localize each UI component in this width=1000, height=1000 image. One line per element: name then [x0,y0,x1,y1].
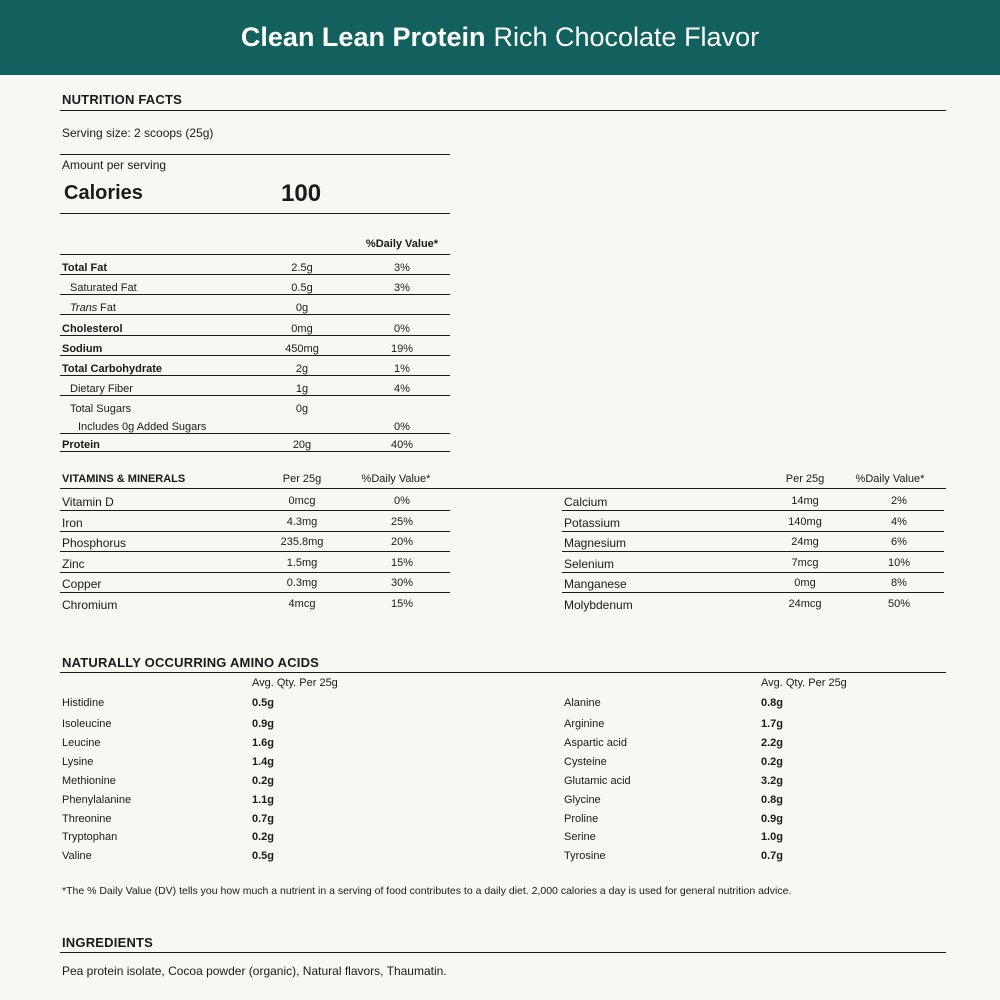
divider [562,510,944,511]
nutrient-name: Protein [62,439,100,451]
amino-acid-row [564,772,864,791]
divider [60,335,450,336]
divider [60,110,946,111]
divider [60,451,450,452]
amino-acid-row [62,847,362,866]
amino-acid-name: Phenylalanine [62,794,132,806]
divider [60,672,946,673]
vitamin-amount: 4.3mg [286,516,318,528]
vitamin-amount: 0mcg [288,495,316,507]
amino-acid-name: Aspartic acid [564,737,627,749]
vitamin-row [62,491,446,511]
amino-acid-value: 2.2g [761,737,784,749]
divider [60,592,450,593]
amino-acid-name: Isoleucine [62,718,112,730]
amino-acid-value: 1.1g [252,794,275,806]
nutrient-amount: 1g [295,383,309,395]
vitamin-name: Manganese [564,577,627,591]
amino-acid-row [564,715,864,734]
vitamin-daily-value: 20% [390,536,414,548]
vitamin-daily-value: 30% [390,577,414,589]
vitamin-name: Copper [62,577,102,591]
amino-acid-name: Alanine [564,697,601,709]
nutrient-name-suffix: Fat [100,302,116,314]
divider [60,395,450,396]
amino-acid-name: Cysteine [564,756,607,768]
nutrient-amount: 0.5g [291,282,313,294]
amino-acid-row [564,734,864,753]
amino-acid-name: Glycine [564,794,601,806]
ingredients-text: Pea protein isolate, Cocoa powder (organic), Natural flavors, Thaumatin. [62,964,447,978]
nutrition-row [62,258,450,278]
divider [60,314,450,315]
nutrient-daily-value: 4% [394,383,410,395]
nutrient-amount: 2g [295,363,309,375]
amino-acid-row [564,791,864,810]
amino-acid-name: Valine [62,850,92,862]
vitamin-row [564,553,948,573]
vitamin-daily-value: 6% [891,536,907,548]
amino-acid-value: 1.6g [252,737,275,749]
amino-acid-value: 0.7g [761,850,784,862]
vitamin-daily-value: 8% [891,577,907,589]
amino-acid-value: 1.7g [761,718,784,730]
nutrition-row [62,339,450,359]
amino-acid-row [62,791,362,810]
nutrient-name: Cholesterol [62,323,123,335]
amino-acid-row [62,715,362,734]
product-name: Clean Lean Protein [240,22,486,52]
amino-acid-row [62,772,362,791]
amino-acid-name: Serine [564,831,596,843]
vitamins-title: VITAMINS & MINERALS [62,473,186,485]
divider [60,952,946,953]
amino-qty-header-right: Avg. Qty. Per 25g [761,677,847,689]
divider [562,592,944,593]
nutrient-daily-value: 0% [394,421,410,433]
nutrient-amount: 0g [295,403,309,415]
nutrient-daily-value: 3% [394,282,410,294]
vitamin-daily-value: 25% [390,516,414,528]
product-header [0,0,1000,75]
amino-acid-row [62,753,362,772]
nutrient-name: Total Fat [62,262,108,274]
nutrient-name: Dietary Fiber [70,383,133,395]
nutrient-name: Includes 0g Added Sugars [78,421,207,433]
vitamin-row [564,532,948,552]
vitamins-dv-header-right: %Daily Value* [855,473,925,485]
calories-label: Calories [64,182,143,204]
divider [60,433,450,434]
amino-acid-value: 0.8g [761,697,784,709]
vitamin-row [62,512,446,532]
amino-acids-title: NATURALLY OCCURRING AMINO ACIDS [62,655,320,670]
nutrient-amount: 0g [295,302,309,314]
vitamin-row [564,594,948,614]
vitamin-name: Phosphorus [62,536,127,550]
vitamins-per-header-left: Per 25g [282,473,322,485]
amino-acid-value: 0.7g [252,813,275,825]
vitamin-name: Iron [62,516,83,530]
vitamin-daily-value: 15% [390,557,414,569]
vitamin-amount: 7mcg [791,557,819,569]
vitamin-row [62,553,446,573]
vitamin-amount: 24mg [791,536,819,548]
amino-acid-value: 0.9g [252,718,275,730]
vitamin-daily-value: 10% [887,557,911,569]
vitamin-amount: 235.8mg [280,536,324,548]
divider [60,154,450,155]
nutrient-name: Saturated Fat [70,282,137,294]
daily-value-footnote: *The % Daily Value (DV) tells you how much a nutrient in a serving of food contributes to a daily diet. 2,000 calories a day is used for general nutrition advice. [62,885,792,897]
serving-size: Serving size: 2 scoops (25g) [62,126,214,140]
vitamin-amount: 1.5mg [286,557,318,569]
amino-acid-row [564,753,864,772]
vitamin-amount: 0.3mg [286,577,318,589]
amino-acid-value: 3.2g [761,775,784,787]
nutrient-amount: 450mg [285,343,319,355]
vitamin-daily-value: 50% [887,598,911,610]
vitamin-row [564,512,948,532]
vitamin-amount: 24mcg [788,598,822,610]
nutrition-row [62,298,450,318]
vitamin-name: Calcium [564,495,608,509]
vitamin-daily-value: 4% [891,516,907,528]
nutrition-row [62,379,450,399]
amino-acid-row [564,810,864,829]
amino-acid-name: Proline [564,813,599,825]
vitamin-row [62,573,446,593]
product-flavor: Rich Chocolate Flavor [493,22,760,52]
vitamin-name: Potassium [564,516,621,530]
amino-acid-name: Leucine [62,737,101,749]
nutrient-daily-value: 3% [394,262,410,274]
divider [60,274,450,275]
vitamin-name: Chromium [62,598,118,612]
ingredients-title: INGREDIENTS [62,935,154,950]
vitamin-name: Magnesium [564,536,627,550]
amino-acid-name: Tyrosine [564,850,606,862]
vitamins-dv-header-left: %Daily Value* [361,473,431,485]
amino-acid-name: Tryptophan [62,831,118,843]
amino-acid-name: Arginine [564,718,605,730]
nutrient-name: Total Sugars [70,403,132,415]
amino-acid-name: Histidine [62,697,105,709]
vitamin-daily-value: 2% [891,495,907,507]
vitamin-amount: 140mg [788,516,822,528]
nutrition-row [62,435,450,455]
daily-value-header: %Daily Value* [365,238,439,250]
divider [60,213,450,214]
amino-acid-value: 0.8g [761,794,784,806]
nutrition-row [62,359,450,379]
divider [60,551,450,552]
nutrient-amount: 2.5g [291,262,313,274]
divider [60,254,450,255]
vitamin-row [564,573,948,593]
divider [60,375,450,376]
nutrient-daily-value: 1% [394,363,410,375]
nutrition-row [62,319,450,339]
calories-value: 100 [281,180,322,207]
vitamin-daily-value: 0% [394,495,410,507]
vitamin-name: Selenium [564,557,615,571]
vitamin-daily-value: 15% [390,598,414,610]
amino-acid-value: 1.4g [252,756,275,768]
amino-acid-row [564,847,864,866]
vitamin-name: Molybdenum [564,598,633,612]
amount-per-serving: Amount per serving [62,158,167,172]
nutrient-amount: 20g [292,439,312,451]
amino-acid-value: 0.2g [252,831,275,843]
vitamin-amount: 14mg [791,495,819,507]
nutrition-row [62,278,450,298]
amino-qty-header-left: Avg. Qty. Per 25g [252,677,338,689]
nutrition-facts-title: NUTRITION FACTS [62,92,182,107]
vitamins-per-header-right: Per 25g [785,473,825,485]
amino-acid-row [62,694,362,713]
divider [60,355,450,356]
amino-acid-value: 1.0g [761,831,784,843]
amino-acid-row [62,828,362,847]
amino-acid-value: 0.2g [252,775,275,787]
nutrient-name: Sodium [62,343,103,355]
vitamin-amount: 0mg [794,577,816,589]
nutrient-amount: 0mg [291,323,313,335]
divider [60,488,946,489]
vitamin-row [62,594,446,614]
nutrient-daily-value: 19% [390,343,414,355]
vitamin-amount: 4mcg [288,598,316,610]
amino-acid-value: 0.2g [761,756,784,768]
vitamin-row [62,532,446,552]
amino-acid-row [62,734,362,753]
vitamin-name: Zinc [62,557,85,571]
nutrition-row [62,399,450,419]
amino-acid-name: Glutamic acid [564,775,631,787]
nutrient-name: Total Carbohydrate [62,363,163,375]
divider [562,551,944,552]
amino-acid-value: 0.9g [761,813,784,825]
amino-acid-name: Methionine [62,775,116,787]
amino-acid-row [564,694,864,713]
nutrient-name: Trans [70,302,98,314]
amino-acid-value: 0.5g [252,697,275,709]
vitamin-row [564,491,948,511]
amino-acid-value: 0.5g [252,850,275,862]
nutrient-daily-value: 0% [394,323,410,335]
amino-acid-row [62,810,362,829]
amino-acid-name: Lysine [62,756,94,768]
vitamin-name: Vitamin D [62,495,114,509]
nutrition-row [62,417,450,437]
divider [60,510,450,511]
amino-acid-name: Threonine [62,813,112,825]
divider [60,294,450,295]
amino-acid-row [564,828,864,847]
nutrient-daily-value: 40% [390,439,414,451]
